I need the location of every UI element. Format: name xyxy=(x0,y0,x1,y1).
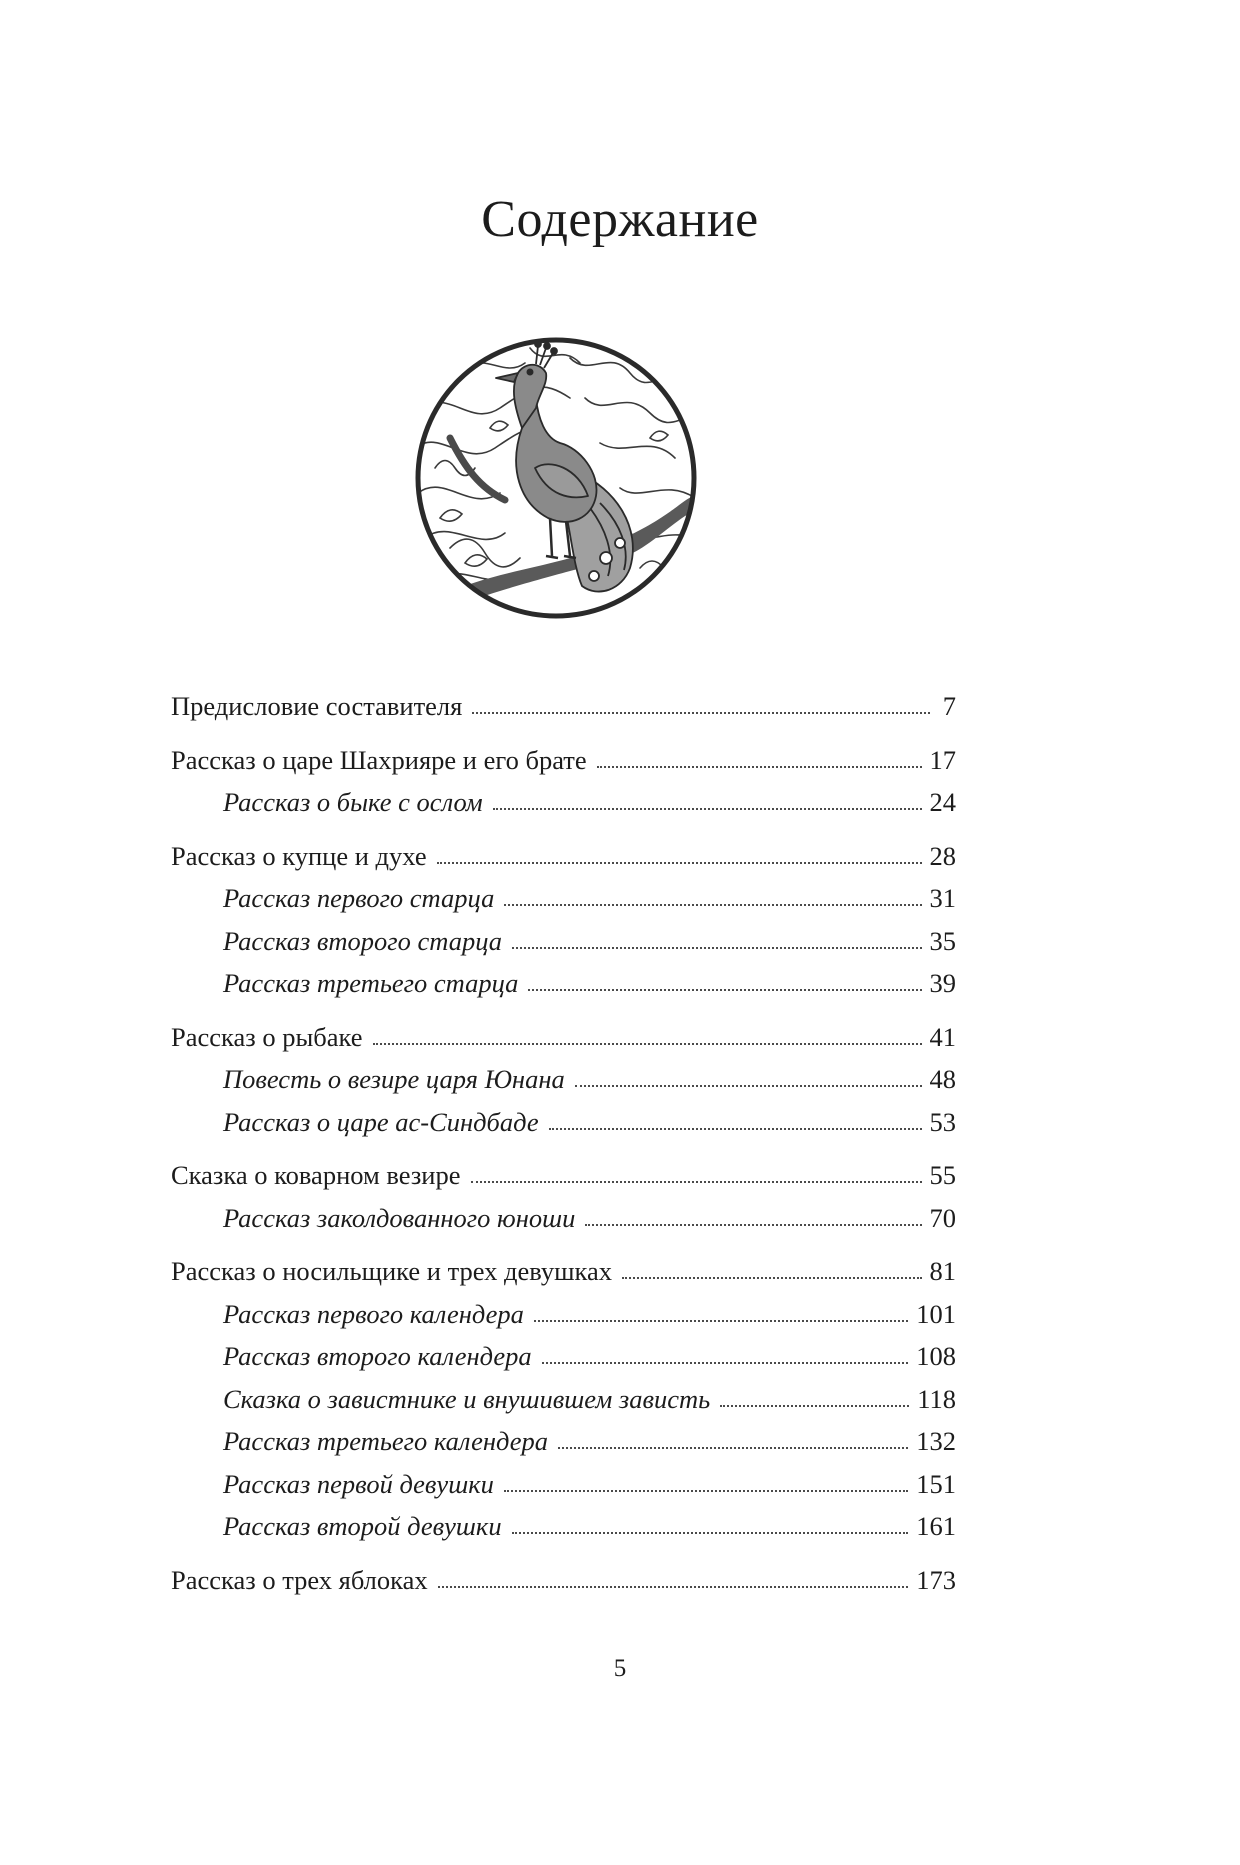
toc-dot-leader xyxy=(512,1532,909,1534)
toc-dot-leader xyxy=(597,766,922,768)
toc-entry-page: 35 xyxy=(929,926,956,956)
toc-subentry[interactable] xyxy=(223,880,956,916)
toc-entry-page: 53 xyxy=(929,1107,956,1137)
toc-dot-leader xyxy=(504,904,921,906)
toc-entry-title: Рассказ о купце и духе xyxy=(171,841,427,871)
toc-dot-leader xyxy=(471,1181,922,1183)
toc-dot-leader xyxy=(438,1586,909,1588)
toc-dot-leader xyxy=(437,862,922,864)
toc-subentry[interactable] xyxy=(223,1381,956,1417)
toc-dot-leader xyxy=(512,947,921,949)
toc-entry-page: 118 xyxy=(917,1384,956,1414)
toc-entry-title: Рассказ заколдованного юноши xyxy=(223,1203,576,1233)
toc-entry-title: Рассказ первой девушки xyxy=(223,1469,494,1499)
toc-dot-leader xyxy=(504,1490,908,1492)
toc-entry-title: Повесть о везире царя Юнана xyxy=(223,1064,565,1094)
toc-dot-leader xyxy=(528,989,921,991)
toc-entry-title: Рассказ о рыбаке xyxy=(171,1022,363,1052)
toc-entry[interactable] xyxy=(171,1562,956,1598)
toc-entry-page: 173 xyxy=(916,1565,956,1595)
toc-entry-page: 39 xyxy=(929,968,956,998)
toc-entry-title: Сказка о завистнике и внушившем зависть xyxy=(223,1384,711,1414)
toc-subentry[interactable] xyxy=(223,1104,956,1140)
toc-dot-leader xyxy=(542,1362,909,1364)
peacock-icon xyxy=(410,318,702,620)
toc-entry[interactable] xyxy=(171,1019,956,1055)
toc-entry-page: 28 xyxy=(929,841,956,871)
toc-entry-title: Рассказ второго календера xyxy=(223,1341,532,1371)
toc-entry[interactable] xyxy=(171,1157,956,1193)
toc-entry-page: 48 xyxy=(929,1064,956,1094)
toc-subentry[interactable] xyxy=(223,1061,956,1097)
toc-entry-page: 70 xyxy=(929,1203,956,1233)
toc-entry-page: 161 xyxy=(916,1511,956,1541)
toc-subentry[interactable] xyxy=(223,1466,956,1502)
toc-entry-page: 7 xyxy=(942,691,956,721)
toc-entry-page: 108 xyxy=(916,1341,956,1371)
toc-entry-title: Рассказ третьего календера xyxy=(223,1426,548,1456)
toc-entry-title: Рассказ первого календера xyxy=(223,1299,524,1329)
toc-entry-page: 31 xyxy=(929,883,956,913)
toc-entry-page: 151 xyxy=(916,1469,956,1499)
toc-dot-leader xyxy=(373,1043,922,1045)
toc-subentry[interactable] xyxy=(223,965,956,1001)
toc-entry[interactable] xyxy=(171,838,956,874)
toc-dot-leader xyxy=(720,1405,909,1407)
toc-dot-leader xyxy=(585,1224,921,1226)
toc-entry-page: 101 xyxy=(916,1299,956,1329)
toc-entry-title: Рассказ о царе Шахрияре и его брате xyxy=(171,745,587,775)
toc-entry-title: Сказка о коварном везире xyxy=(171,1160,461,1190)
toc-subentry[interactable] xyxy=(223,923,956,959)
toc-entry-title: Рассказ о быке с ослом xyxy=(223,787,483,817)
page-title: Содержание xyxy=(481,191,759,248)
toc-entry-page: 81 xyxy=(929,1256,956,1286)
toc-entry-title: Рассказ о царе ас-Синдбаде xyxy=(223,1107,539,1137)
toc-entry-title: Рассказ второй девушки xyxy=(223,1511,502,1541)
toc-entry-title: Рассказ о носильщике и трех девушках xyxy=(171,1256,613,1286)
toc-dot-leader xyxy=(472,712,930,714)
toc-entry-title: Рассказ первого старца xyxy=(223,883,495,913)
toc-dot-leader xyxy=(622,1277,921,1279)
toc-subentry[interactable] xyxy=(223,1423,956,1459)
toc-subentry[interactable] xyxy=(223,1200,956,1236)
toc-entry[interactable] xyxy=(171,742,956,778)
toc-subentry[interactable] xyxy=(223,784,956,820)
toc-entry-page: 17 xyxy=(929,745,956,775)
toc-entry-page: 41 xyxy=(929,1022,956,1052)
toc-dot-leader xyxy=(534,1320,908,1322)
toc-entry-title: Рассказ второго старца xyxy=(223,926,503,956)
toc-dot-leader xyxy=(575,1085,922,1087)
toc-dot-leader xyxy=(549,1128,922,1130)
toc-subentry[interactable] xyxy=(223,1338,956,1374)
toc-dot-leader xyxy=(558,1447,908,1449)
toc-entry-title: Рассказ о трех яблоках xyxy=(171,1565,428,1595)
toc-entry-page: 55 xyxy=(929,1160,956,1190)
toc-subentry[interactable] xyxy=(223,1296,956,1332)
toc-entry-page: 132 xyxy=(916,1426,956,1456)
toc-subentry[interactable] xyxy=(223,1508,956,1544)
toc-entry-title: Рассказ третьего старца xyxy=(223,968,519,998)
toc-dot-leader xyxy=(493,808,922,810)
toc-entry[interactable] xyxy=(171,1253,956,1289)
toc-entry[interactable] xyxy=(171,688,956,724)
page-number: 5 xyxy=(613,1655,627,1682)
toc-entry-title: Предисловие составителя xyxy=(171,691,463,721)
toc-entry-page: 24 xyxy=(929,787,956,817)
